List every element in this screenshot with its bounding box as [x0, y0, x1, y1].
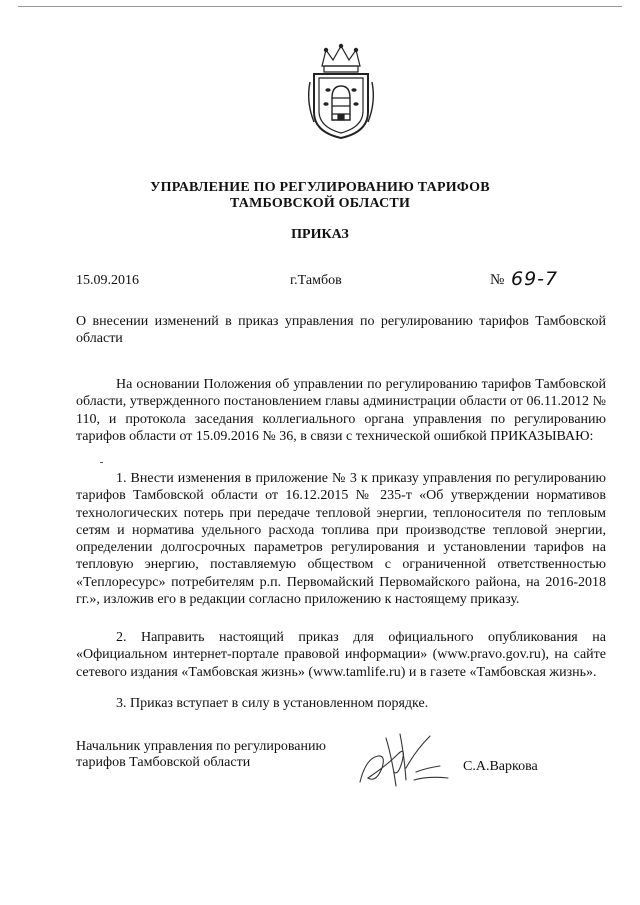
number-sign: № — [490, 272, 505, 288]
order-item-1: 1. Внести изменения в приложение № 3 к приказу управления по регулированию тарифов Тамбовской области от 16.12.2015 № 235-т «Об утверждении нормативов технологических потерь при передаче тепловой энергии, теплоносителя по тепловым сетям и норматива удельного расхода топлива при производстве тепловой энергии, определении долгосрочных параметров регулирования и установлении тарифов на тепловую энергию, поставляемую обществом с ограниченной ответственностью «Теплоресурс» потребителям р.п. Первомайский Первомайского района, на 2016-2018 гг.», изложив его в редакции согласно приложению к настоящему приказу. — [76, 471, 606, 608]
document-number-handwritten: 69-7 — [511, 268, 559, 290]
signatory-title-line1: Начальник управления по регулированию — [76, 739, 326, 754]
document-city: г.Тамбов — [290, 273, 342, 288]
organization-name-line1: УПРАВЛЕНИЕ ПО РЕГУЛИРОВАНИЮ ТАРИФОВ — [150, 180, 490, 195]
coat-of-arms-emblem — [302, 42, 380, 142]
document-type-title: ПРИКАЗ — [291, 227, 349, 242]
signatory-title — [76, 739, 326, 771]
handwritten-signature — [356, 728, 456, 790]
order-item-3: 3. Приказ вступает в силу в установленном порядке. — [116, 696, 429, 711]
document-subject: О внесении изменений в приказ управления по регулированию тарифов Тамбовской области — [76, 314, 606, 347]
basis-paragraph: На основании Положения об управлении по регулированию тарифов Тамбовской области, утвержденного постановлением главы администрации области от 06.11.2012 № 110, и протокола заседания коллегиального органа управления по регулированию тарифов области от 15.09.2016 № 36, в связи с технической ошибкой ПРИКАЗЫВАЮ: — [76, 377, 606, 444]
document-date: 15.09.2016 — [76, 273, 139, 288]
signatory-name: С.А.Варкова — [463, 759, 538, 774]
scan-mark — [100, 462, 103, 463]
top-rule — [18, 6, 622, 7]
order-item-2: 2. Направить настоящий приказ для официального опубликования на «Официальном интернет-портале правовой информации» (www.pravo.gov.ru), на сайте сетевого издания «Тамбовская жизнь» (www.tamlife.ru) и в газете «Тамбовская жизнь». — [76, 630, 606, 680]
organization-name-line2: ТАМБОВСКОЙ ОБЛАСТИ — [229, 196, 411, 211]
signatory-title-line2: тарифов Тамбовской области — [76, 755, 251, 770]
